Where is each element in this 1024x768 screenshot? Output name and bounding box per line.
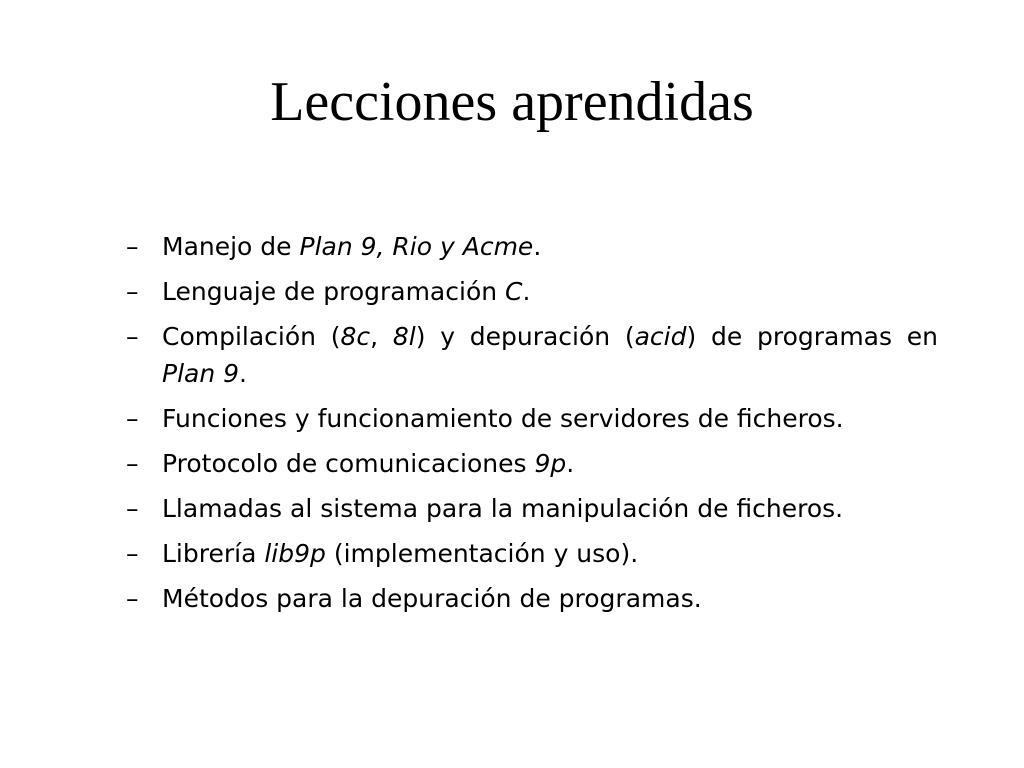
bullet-list xyxy=(126,228,938,625)
bullet-text: . xyxy=(566,449,575,478)
bullet-text-italic: Plan 9, Rio y Acme xyxy=(299,232,534,261)
bullet-text-italic: lib9p xyxy=(264,539,326,568)
list-item xyxy=(126,580,938,617)
list-item xyxy=(126,400,938,437)
bullet-text-italic: 8c xyxy=(340,322,371,351)
list-item xyxy=(126,273,938,310)
bullet-dash: – xyxy=(126,404,139,433)
bullet-dash: – xyxy=(126,232,139,261)
bullet-dash: – xyxy=(126,449,139,478)
bullet-text: ) y depuración ( xyxy=(415,322,635,351)
bullet-text: . xyxy=(239,359,247,388)
bullet-dash: – xyxy=(126,277,139,306)
bullet-dash: – xyxy=(126,539,139,568)
slide-title: Lecciones aprendidas xyxy=(270,71,754,133)
bullet-dash: – xyxy=(126,584,139,613)
bullet-text: Funciones y funcionamiento de servidores de ficheros. xyxy=(162,404,844,433)
bullet-text-italic: 8l xyxy=(392,322,416,351)
list-item xyxy=(126,228,938,265)
list-item xyxy=(126,535,938,572)
bullet-text: ) de programas en xyxy=(686,322,938,351)
bullet-text: Librería xyxy=(162,539,265,568)
bullet-text: . xyxy=(533,232,542,261)
bullet-text-italic: C xyxy=(505,277,523,306)
list-item xyxy=(126,318,938,392)
bullet-text: Lenguaje de programación xyxy=(162,277,506,306)
bullet-dash: – xyxy=(126,494,139,523)
bullet-text-italic: Plan 9 xyxy=(162,359,240,388)
bullet-text: Manejo de xyxy=(162,232,300,261)
bullet-text: Llamadas al sistema para la manipulación de ficheros. xyxy=(162,494,844,523)
list-item xyxy=(126,490,938,527)
bullet-dash: – xyxy=(126,322,139,351)
bullet-text: . xyxy=(522,277,531,306)
bullet-text: Protocolo de comunicaciones xyxy=(162,449,535,478)
bullet-text: , xyxy=(370,322,393,351)
bullet-text: Métodos para la depuración de programas. xyxy=(162,584,702,613)
list-item xyxy=(126,445,938,482)
bullet-text-italic: 9p xyxy=(534,449,567,478)
bullet-text: Compilación ( xyxy=(162,322,341,351)
bullet-text: (implementación y uso). xyxy=(325,539,639,568)
bullet-text-italic: acid xyxy=(634,322,687,351)
